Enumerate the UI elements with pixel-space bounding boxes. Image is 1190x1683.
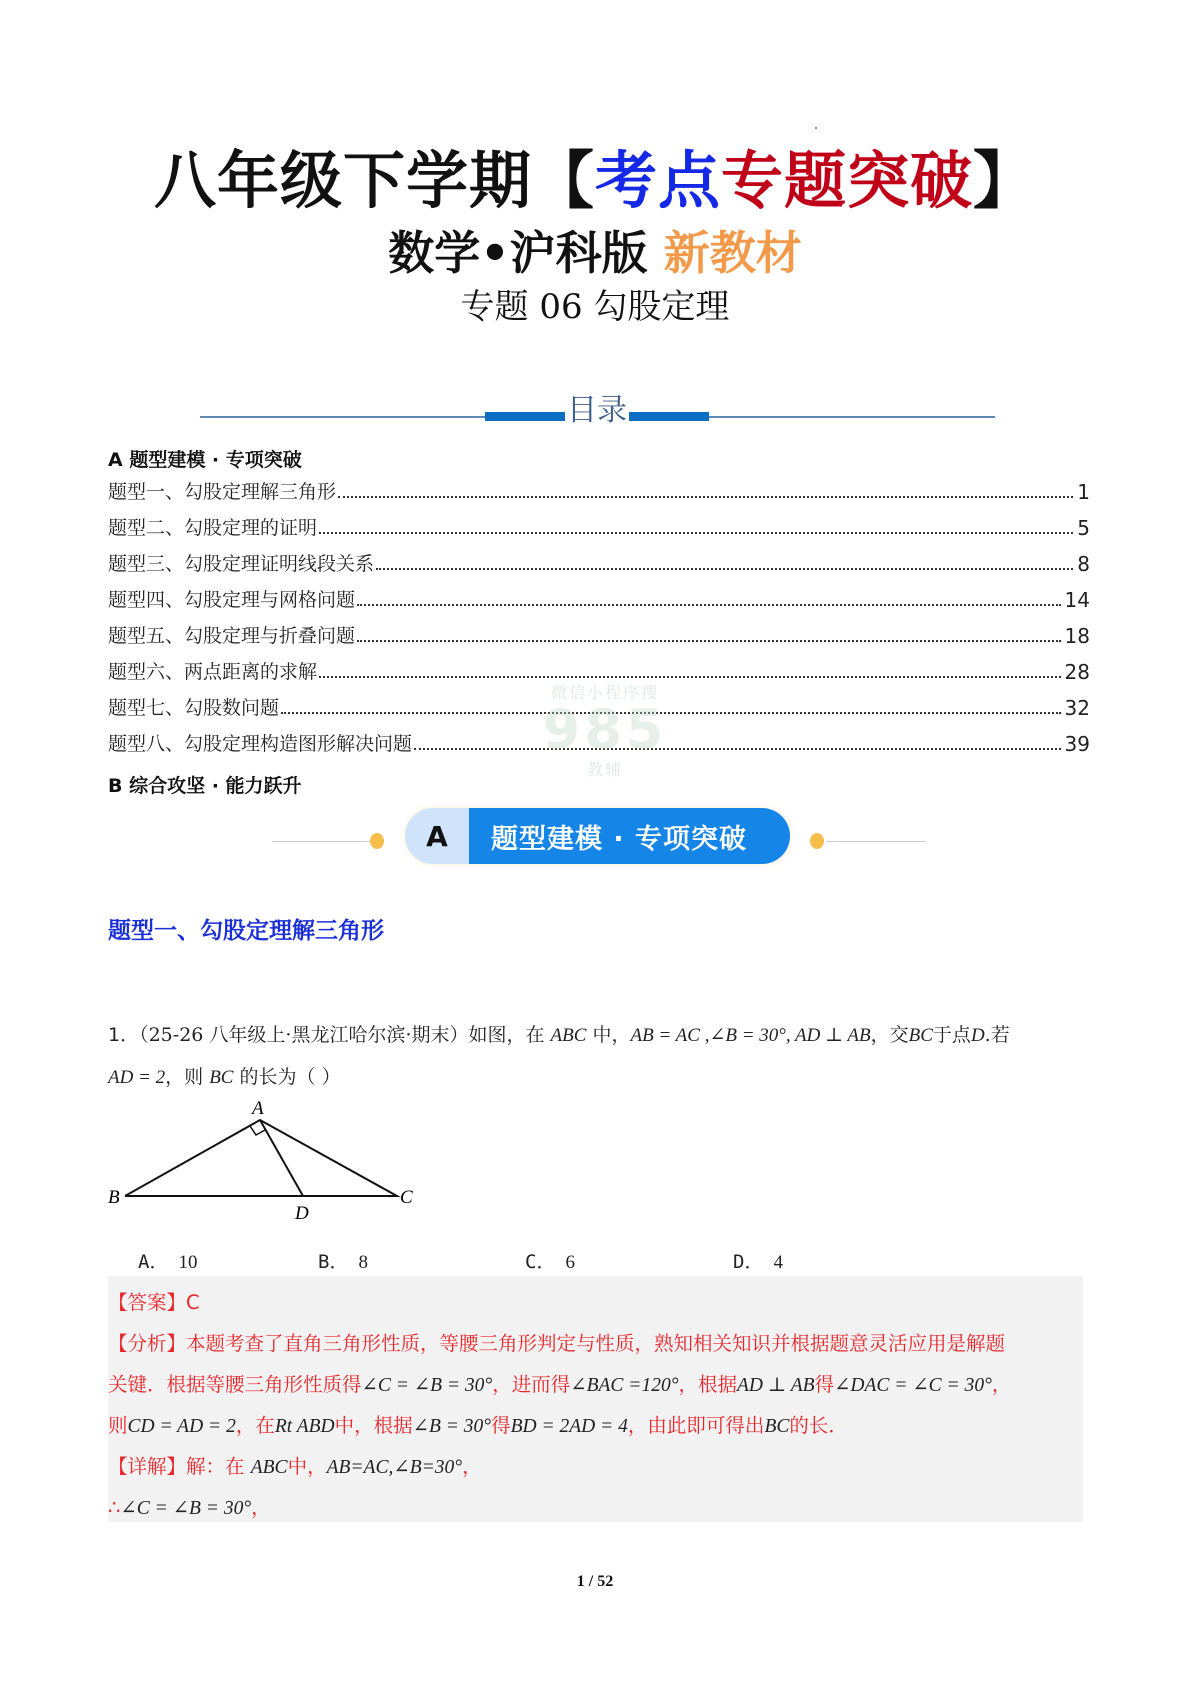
toc-item-label: 题型三、勾股定理证明线段关系 (108, 553, 375, 575)
toc-item-label: 题型六、两点距离的求解 (108, 661, 318, 683)
toc-item[interactable] (108, 622, 1090, 648)
analysis-math: AD ⊥ AB (737, 1375, 815, 1396)
choice-value: 6 (565, 1252, 575, 1273)
subtitle-text: 数学•沪科版 (388, 226, 664, 280)
analysis-text: 中，根据 (334, 1414, 413, 1437)
toc-item-label: 题型七、勾股数问题 (108, 697, 280, 719)
toc-divider-right (709, 416, 995, 418)
toc-item-label: 题型一、勾股定理解三角形 (108, 481, 337, 503)
vertex-label-c: C (400, 1187, 413, 1208)
stem-math: AB = AC ,∠B = 30°, AD ⊥ AB (630, 1025, 871, 1046)
detail-math: ∠C = ∠B = 30° (120, 1498, 252, 1519)
choice-key: D． (733, 1251, 764, 1273)
analysis-math: ∠DAC = ∠C = 30° (834, 1375, 992, 1396)
topic-title: 专题 06 勾股定理 (460, 287, 730, 327)
analysis-text: 得 (814, 1373, 835, 1396)
analysis-math: ∠C = ∠B = 30° (361, 1375, 493, 1396)
analysis-text: ，在 (235, 1414, 275, 1437)
toc-leader-dots (319, 532, 1073, 534)
toc-leader-dots (319, 676, 1061, 678)
analysis-text: ，由此即可得出 (627, 1414, 765, 1437)
toc-item-page: 18 (1064, 624, 1090, 648)
toc-item-page: 8 (1077, 552, 1090, 576)
toc-divider-left (200, 416, 485, 418)
analysis-line-2 (108, 1369, 1011, 1397)
document-title (0, 144, 1190, 217)
stem-math: BC (209, 1067, 234, 1088)
detail-line-2 (108, 1492, 271, 1520)
choice-key: C． (525, 1251, 556, 1273)
scan-speck (815, 127, 817, 129)
analysis-line-1 (108, 1328, 1005, 1356)
answer-panel (108, 1276, 1083, 1522)
toc-item-page: 1 (1077, 480, 1090, 504)
analysis-line-3 (108, 1410, 848, 1438)
toc-item-page: 14 (1064, 588, 1090, 612)
analysis-math: ∠BAC =120° (570, 1375, 679, 1396)
toc-item-label: 题型四、勾股定理与网格问题 (108, 589, 356, 611)
question-stem (108, 1020, 1010, 1047)
analysis-math: ∠B = 30° (412, 1416, 492, 1437)
choice-value: 10 (178, 1252, 198, 1273)
analysis-text: 关键．根据等腰三角形性质得 (108, 1373, 362, 1396)
stem-text: 于点 (932, 1024, 971, 1046)
choice-value: 4 (773, 1252, 783, 1273)
stem-math: AD = 2 (108, 1067, 166, 1088)
analysis-math: BC (764, 1416, 790, 1437)
toc-item-label: 题型五、勾股定理与折叠问题 (108, 625, 356, 647)
answer-value: C (186, 1291, 200, 1314)
analysis-text: 则 (108, 1414, 128, 1437)
analysis-math: Rt ABD (274, 1416, 335, 1437)
analysis-text: ，进而得 (492, 1373, 571, 1396)
detail-text: 解：在 (186, 1455, 251, 1478)
toc-leader-dots (357, 640, 1061, 642)
choice-b[interactable] (318, 1247, 368, 1274)
toc-section-b[interactable]: B 综合攻坚 · 能力跃升 (108, 775, 302, 797)
title-text: 八年级下学期【 (153, 144, 595, 217)
watermark-subtext: 教辅 (586, 760, 623, 779)
choice-a[interactable] (138, 1247, 197, 1274)
toc-leader-dots (357, 604, 1061, 606)
answer-line (108, 1287, 200, 1315)
question-number: 1． (108, 1024, 140, 1046)
triangle-figure (100, 1095, 430, 1235)
analysis-text: 得 (491, 1414, 511, 1437)
watermark-text: 微信小程序搜 (550, 683, 659, 702)
document-subtitle (0, 226, 1190, 280)
toc-item-page: 32 (1064, 696, 1090, 720)
question-stem-line2 (108, 1062, 341, 1089)
stem-math: D (970, 1025, 985, 1046)
analysis-math: CD = AD = 2 (127, 1416, 236, 1437)
page-number: 1 / 52 (576, 1573, 614, 1590)
analysis-label: 【分析】 (108, 1332, 187, 1355)
toc-heading: 目录 (567, 393, 627, 428)
choice-d[interactable] (733, 1247, 783, 1274)
banner-dot-right (810, 833, 824, 849)
watermark (490, 680, 720, 790)
vertex-label-b: B (108, 1187, 120, 1208)
detail-text: ， (462, 1455, 482, 1478)
toc-item[interactable] (108, 514, 1090, 540)
stem-text: ，则 (165, 1066, 210, 1088)
detail-label: 【详解】 (108, 1455, 187, 1478)
toc-item[interactable] (108, 478, 1090, 504)
title-red-text: 专题突破 (721, 144, 974, 217)
detail-line-1 (108, 1451, 482, 1479)
stem-text: 如图，在 (468, 1024, 551, 1046)
banner-line-left (272, 841, 372, 842)
toc-item-label: 题型八、勾股定理构造图形解决问题 (108, 733, 413, 755)
toc-item-label: 题型二、勾股定理的证明 (108, 517, 318, 539)
analysis-text: ， (991, 1373, 1012, 1396)
banner-text: 题型建模 · 专项突破 (469, 808, 790, 864)
answer-label: 【答案】 (108, 1291, 187, 1314)
vertex-label-a: A (252, 1098, 264, 1119)
analysis-text: ，根据 (678, 1373, 738, 1396)
stem-math: BC (908, 1025, 933, 1046)
toc-item-page: 28 (1064, 660, 1090, 684)
question-source: （25-26 八年级上·黑龙江哈尔滨·期末） (139, 1024, 469, 1046)
toc-section-a[interactable]: A 题型建模 · 专项突破 (108, 449, 302, 471)
detail-math: ABC (250, 1457, 288, 1478)
subtitle-orange-text: 新教材 (663, 226, 802, 280)
section-banner (405, 808, 790, 864)
stem-math: ABC (550, 1025, 587, 1046)
title-blue-text: 考点 (594, 144, 721, 217)
choice-key: A． (138, 1251, 169, 1273)
banner-line-right (826, 841, 926, 842)
toc-divider-bar-left (485, 412, 565, 421)
stem-text: 中， (586, 1024, 631, 1046)
analysis-math: BD = 2AD = 4 (510, 1416, 628, 1437)
detail-text: ， (251, 1496, 271, 1519)
detail-text: 中， (287, 1455, 327, 1478)
toc-leader-dots (338, 496, 1073, 498)
analysis-text: 的长． (789, 1414, 848, 1437)
toc-item-page: 5 (1077, 516, 1090, 540)
toc-item-page: 39 (1064, 732, 1090, 756)
title-bracket: 】 (973, 144, 1037, 217)
stem-text: 的长为（ ） (233, 1066, 341, 1088)
stem-text: .若 (984, 1024, 1010, 1046)
banner-dot-left (370, 833, 384, 849)
choice-key: B． (318, 1251, 349, 1273)
choice-value: 8 (358, 1252, 368, 1273)
toc-item[interactable] (108, 550, 1090, 576)
analysis-text: 本题考查了直角三角形性质，等腰三角形判定与性质，熟知相关知识并根据题意灵活应用是解题 (186, 1332, 1006, 1355)
choice-c[interactable] (525, 1247, 575, 1274)
stem-text: ，交 (870, 1024, 909, 1046)
watermark-logo-number: 985 (542, 698, 668, 761)
section-title: 题型一、勾股定理解三角形 (108, 918, 384, 944)
vertex-label-d: D (295, 1203, 309, 1224)
toc-divider-bar-right (629, 412, 709, 421)
therefore-symbol: ∴ (108, 1496, 121, 1519)
toc-leader-dots (376, 568, 1073, 570)
detail-math: AB=AC,∠B=30° (326, 1457, 463, 1478)
toc-item[interactable] (108, 586, 1090, 612)
banner-letter: A (405, 808, 469, 864)
